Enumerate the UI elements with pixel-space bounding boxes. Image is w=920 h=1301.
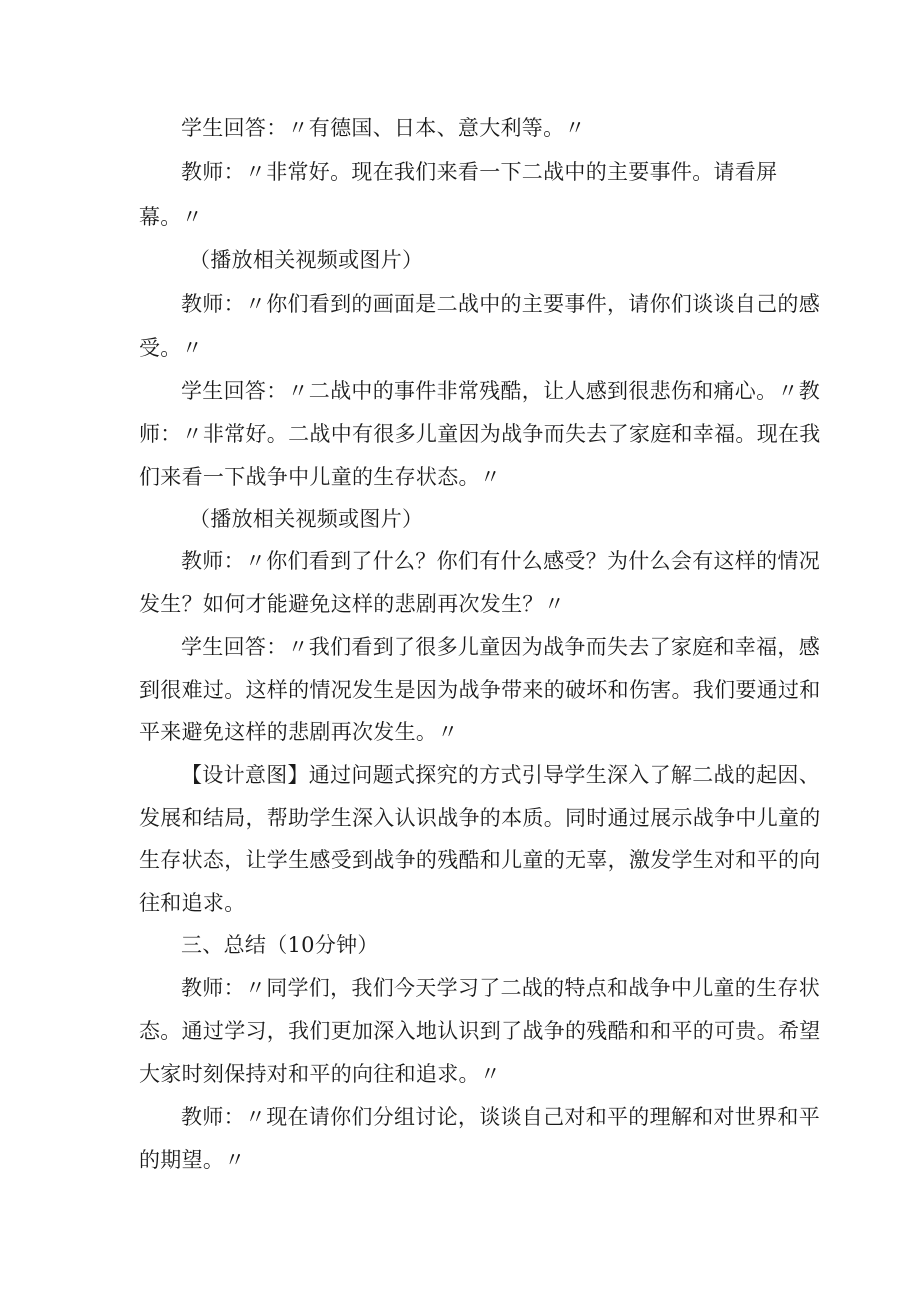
- teacher-summary-line-3: 大家时刻保持对和平的向往和追求。〃: [139, 1062, 502, 1086]
- teacher-questions-line-2: 发生？如何才能避免这样的悲剧再次发生？〃: [139, 592, 565, 616]
- teacher-children-line-2: 们来看一下战争中儿童的生存状态。〃: [139, 465, 502, 489]
- student-answer-cruel-line-1: 学生回答：〃二战中的事件非常残酷，让人感到很悲伤和痛心。〃教: [181, 379, 820, 403]
- design-intent-line-3: 生存状态，让学生感受到战争的残酷和儿童的无辜，激发学生对和平的向: [139, 848, 821, 872]
- teacher-discussion-line-2: 的期望。〃: [139, 1148, 246, 1172]
- play-video-note-1: （播放相关视频或图片）: [189, 248, 424, 272]
- teacher-questions-line-1: 教师：〃你们看到了什么？你们有什么感受？为什么会有这样的情况: [181, 549, 820, 573]
- teacher-children-line-1: 师：〃非常好。二战中有很多儿童因为战争而失去了家庭和幸福。现在我: [139, 422, 821, 446]
- student-answer-children-line-3: 平来避免这样的悲剧再次发生。〃: [139, 720, 459, 744]
- teacher-main-events-line-2: 幕。〃: [139, 205, 203, 229]
- teacher-summary-line-1: 教师：〃同学们，我们今天学习了二战的特点和战争中儿童的生存状: [181, 976, 820, 1000]
- student-answer-countries: 学生回答：〃有德国、日本、意大利等。〃: [181, 116, 586, 140]
- teacher-summary-line-2: 态。通过学习，我们更加深入地认识到了战争的残酷和和平的可贵。希望: [139, 1019, 821, 1043]
- play-video-note-2: （播放相关视频或图片）: [189, 507, 424, 531]
- teacher-feelings-line-2: 受。〃: [139, 336, 203, 360]
- teacher-discussion-line-1: 教师：〃现在请你们分组讨论，谈谈自己对和平的理解和对世界和平: [181, 1105, 820, 1129]
- design-intent-line-4: 往和追求。: [139, 891, 246, 915]
- section-heading-summary: 三、总结（10分钟）: [181, 933, 379, 957]
- teacher-main-events-line-1: 教师：〃非常好。现在我们来看一下二战中的主要事件。请看屏: [181, 160, 778, 184]
- student-answer-children-line-1: 学生回答：〃我们看到了很多儿童因为战争而失去了家庭和幸福，感: [181, 635, 820, 659]
- student-answer-children-line-2: 到很难过。这样的情况发生是因为战争带来的破坏和伤害。我们要通过和: [139, 678, 821, 702]
- teacher-feelings-line-1: 教师：〃你们看到的画面是二战中的主要事件，请你们谈谈自己的感: [181, 292, 820, 316]
- design-intent-line-1: 【设计意图】通过问题式探究的方式引导学生深入了解二战的起因、: [181, 763, 820, 787]
- design-intent-line-2: 发展和结局，帮助学生深入认识战争的本质。同时通过展示战争中儿童的: [139, 806, 821, 830]
